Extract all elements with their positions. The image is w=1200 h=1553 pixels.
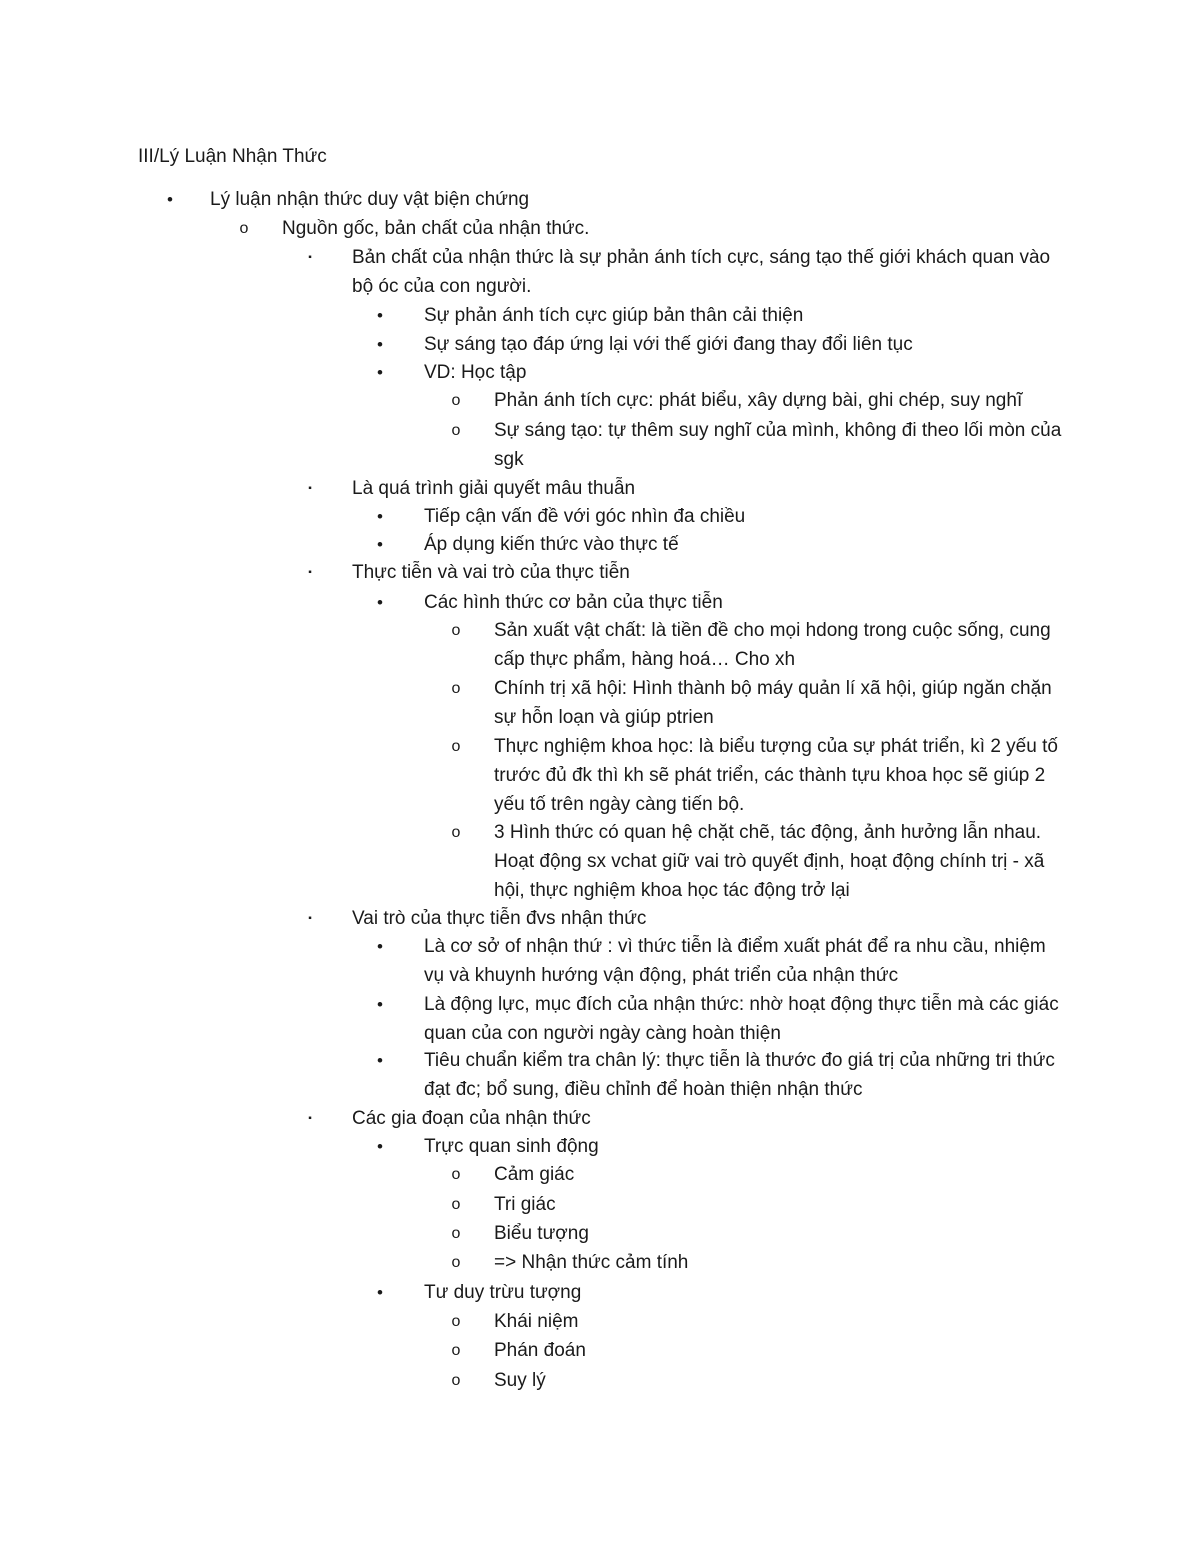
bullet-marker: • xyxy=(377,1283,383,1302)
list-item-text: Thực tiễn và vai trò của thực tiễn xyxy=(352,562,630,583)
list-item-text: Sự sáng tạo đáp ứng lại với thế giới đang thay đổi liên tục xyxy=(424,334,913,355)
list-item xyxy=(451,1160,1065,1189)
bullet-marker: • xyxy=(377,535,383,554)
bullet-marker: • xyxy=(377,995,383,1014)
bullet-marker: • xyxy=(377,1137,383,1156)
list-item xyxy=(167,185,1065,214)
list-item xyxy=(377,330,1065,359)
circle-marker: o xyxy=(451,1254,461,1271)
list-item-text: Thực nghiệm khoa học: là biểu tượng của sự phát triển, kì 2 yếu tố trước đủ đk thì kh sẽ phát triển, các thành tựu khoa học sẽ giúp 2 yếu tố trên ngày càng tiến bộ. xyxy=(494,736,1058,815)
list-item xyxy=(451,1219,1065,1248)
bullet-marker: • xyxy=(377,335,383,354)
list-item-text: Nguồn gốc, bản chất của nhận thức. xyxy=(282,218,590,239)
list-item xyxy=(451,732,1065,819)
list-item-text: Lý luận nhận thức duy vật biện chứng xyxy=(210,189,530,210)
list-item-text: Tiêu chuẩn kiểm tra chân lý: thực tiễn là thước đo giá trị của những tri thức đạt đc; bổ sung, điều chỉnh để hoàn thiện nhận thức xyxy=(424,1050,1055,1100)
list-item-text: Bản chất của nhận thức là sự phản ánh tích cực, sáng tạo thế giới khách quan vào bộ óc của con người. xyxy=(352,247,1051,297)
list-item xyxy=(377,1046,1065,1104)
bullet-marker: • xyxy=(167,190,173,209)
circle-marker: o xyxy=(451,1342,461,1359)
list-item-text: Biểu tượng xyxy=(494,1223,589,1244)
list-item xyxy=(451,674,1065,732)
circle-marker: o xyxy=(451,738,461,755)
square-marker: ▪ xyxy=(308,252,312,263)
list-item xyxy=(377,502,1065,531)
list-item-text: Khái niệm xyxy=(494,1311,579,1332)
list-item-text: Sản xuất vật chất: là tiền đề cho mọi hdong trong cuộc sống, cung cấp thực phẩm, hàng hoá… Cho xh xyxy=(494,620,1051,670)
list-item xyxy=(377,1132,1065,1161)
list-item-text: => Nhận thức cảm tính xyxy=(494,1252,689,1273)
list-item xyxy=(308,243,1065,301)
bullet-marker: • xyxy=(377,306,383,325)
circle-marker: o xyxy=(451,824,461,841)
list-item xyxy=(377,932,1065,990)
list-item xyxy=(377,990,1065,1048)
circle-marker: o xyxy=(451,1225,461,1242)
list-item xyxy=(451,416,1065,474)
list-item xyxy=(451,1336,1065,1365)
list-item-text: Chính trị xã hội: Hình thành bộ máy quản lí xã hội, giúp ngăn chặn sự hỗn loạn và giúp ptrien xyxy=(494,678,1052,728)
list-item xyxy=(451,616,1065,674)
bullet-marker: • xyxy=(377,593,383,612)
circle-marker: o xyxy=(451,1372,461,1389)
list-item-text: Áp dụng kiến thức vào thực tế xyxy=(424,534,679,555)
circle-marker: o xyxy=(239,220,249,237)
list-item-text: Các gia đoạn của nhận thức xyxy=(352,1108,591,1129)
square-marker: ▪ xyxy=(308,567,312,578)
list-item xyxy=(377,358,1065,387)
list-item-text: Phản ánh tích cực: phát biểu, xây dựng bài, ghi chép, suy nghĩ xyxy=(494,390,1023,411)
list-item xyxy=(451,386,1065,415)
list-item-text: Suy lý xyxy=(494,1370,546,1391)
list-item-text: Các hình thức cơ bản của thực tiễn xyxy=(424,592,723,613)
square-marker: ▪ xyxy=(308,1113,312,1124)
list-item xyxy=(239,214,1065,243)
circle-marker: o xyxy=(451,392,461,409)
list-item xyxy=(451,1307,1065,1336)
list-item xyxy=(308,904,1065,933)
bullet-marker: • xyxy=(377,363,383,382)
circle-marker: o xyxy=(451,1196,461,1213)
list-item-text: Là động lực, mục đích của nhận thức: nhờ hoạt động thực tiễn mà các giác quan của con người ngày càng hoàn thiện xyxy=(424,994,1059,1044)
page-title: III/Lý Luận Nhận Thức xyxy=(138,146,327,167)
list-item-text: Tri giác xyxy=(494,1194,556,1215)
list-item-text: Phán đoán xyxy=(494,1340,586,1361)
list-item xyxy=(451,1248,1065,1277)
list-item-text: Sự phản ánh tích cực giúp bản thân cải thiện xyxy=(424,305,804,326)
list-item xyxy=(377,1278,1065,1307)
list-item xyxy=(308,474,1065,503)
list-item xyxy=(377,530,1065,559)
circle-marker: o xyxy=(451,422,461,439)
list-item xyxy=(377,588,1065,617)
list-item xyxy=(308,558,1065,587)
list-item-text: Tư duy trừu tượng xyxy=(424,1282,582,1303)
list-item xyxy=(308,1104,1065,1133)
square-marker: ▪ xyxy=(308,913,312,924)
square-marker: ▪ xyxy=(308,483,312,494)
list-item xyxy=(377,301,1065,330)
list-item-text: VD: Học tập xyxy=(424,362,527,383)
bullet-marker: • xyxy=(377,1051,383,1070)
list-item-text: Trực quan sinh động xyxy=(424,1136,599,1157)
list-item-text: Cảm giác xyxy=(494,1164,575,1185)
circle-marker: o xyxy=(451,1313,461,1330)
bullet-marker: • xyxy=(377,937,383,956)
list-item xyxy=(451,818,1065,905)
list-item-text: Vai trò của thực tiễn đvs nhận thức xyxy=(352,908,647,929)
list-item-text: Sự sáng tạo: tự thêm suy nghĩ của mình, không đi theo lối mòn của sgk xyxy=(494,420,1062,470)
list-item-text: Tiếp cận vấn đề với góc nhìn đa chiều xyxy=(424,506,746,527)
bullet-marker: • xyxy=(377,507,383,526)
list-item xyxy=(451,1190,1065,1219)
list-item-text: Là cơ sở of nhận thứ : vì thức tiễn là điểm xuất phát để ra nhu cầu, nhiệm vụ và khuynh hướng vận động, phát triển của nhận thức xyxy=(424,936,1046,986)
list-item xyxy=(451,1366,1065,1395)
list-item-text: 3 Hình thức có quan hệ chặt chẽ, tác động, ảnh hưởng lẫn nhau. Hoạt động sx vchat giữ vai trò quyết định, hoạt động chính trị - xã hội, thực nghiệm khoa học tác động trở lại xyxy=(494,822,1045,901)
circle-marker: o xyxy=(451,680,461,697)
circle-marker: o xyxy=(451,622,461,639)
list-item-text: Là quá trình giải quyết mâu thuẫn xyxy=(352,478,636,499)
circle-marker: o xyxy=(451,1166,461,1183)
